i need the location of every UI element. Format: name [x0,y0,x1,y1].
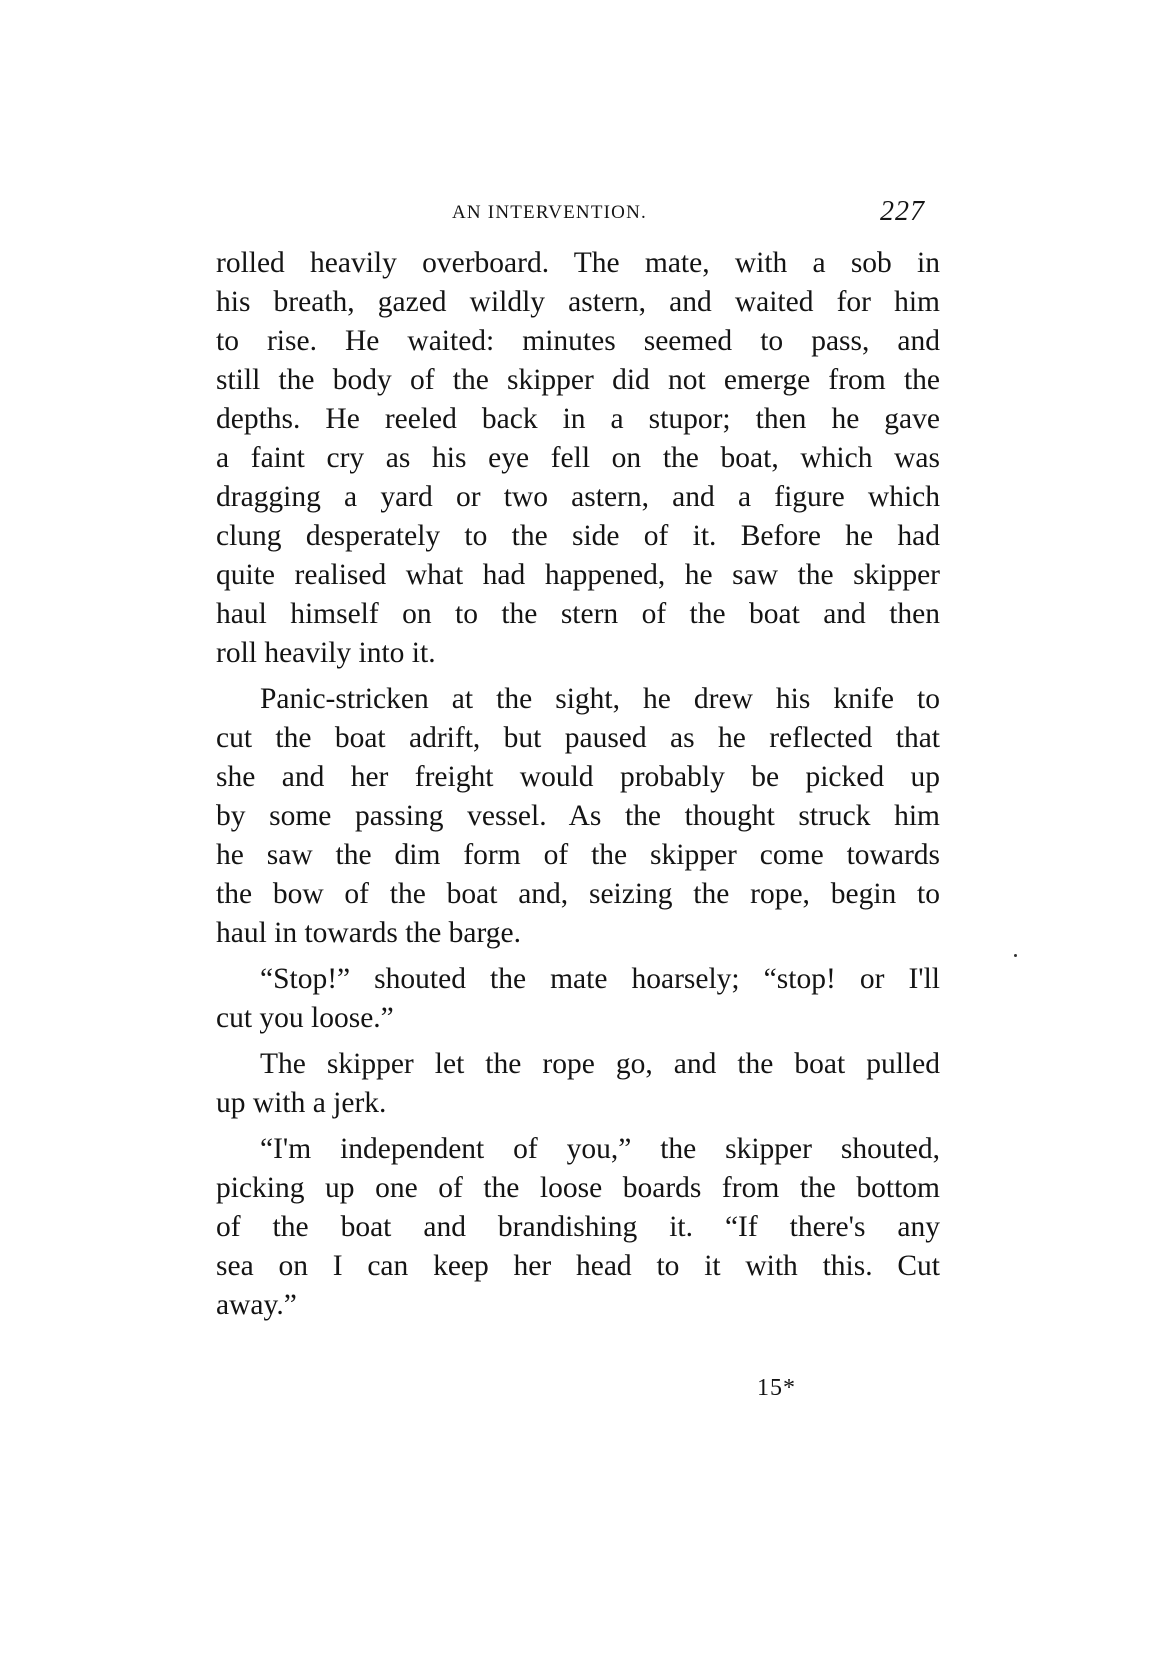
paragraph-gap [216,953,940,960]
text-line: depths. He reeled back in a stupor; then he gave [216,403,940,435]
text-line: the bow of the boat and, seizing the rope, begin to [216,878,940,910]
text-line: haul in towards the barge. [216,917,522,949]
text-line: sea on I can keep her head to it with this. Cut [216,1250,940,1282]
text-line: quite realised what had happened, he saw the skipper [216,559,940,591]
text-line: “Stop!” shouted the mate hoarsely; “stop! or I'll [260,963,940,995]
paragraph-gap [216,1038,940,1045]
text-line: by some passing vessel. As the thought struck him [216,800,940,832]
text-line: picking up one of the loose boards from the bottom [216,1172,940,1204]
text-line: to rise. He waited: minutes seemed to pass, and [216,325,940,357]
text-line: roll heavily into it. [216,637,436,669]
running-head: AN INTERVENTION. [452,202,647,223]
page-header [0,196,1153,236]
text-line: away.” [216,1289,297,1321]
text-line: cut you loose.” [216,1002,394,1034]
text-line: still the body of the skipper did not emerge from the [216,364,940,396]
text-line: haul himself on to the stern of the boat and then [216,598,940,630]
text-line: a faint cry as his eye fell on the boat, which was [216,442,940,474]
text-line: he saw the dim form of the skipper come towards [216,839,940,871]
paragraph [216,960,940,1038]
text-line: The skipper let the rope go, and the boat pulled [260,1048,940,1080]
text-line: “I'm independent of you,” the skipper shouted, [260,1133,940,1165]
paragraph [216,244,940,673]
text-line: cut the boat adrift, but paused as he reflected that [216,722,940,754]
text-line: clung desperately to the side of it. Before he had [216,520,940,552]
paragraph [216,1130,940,1325]
paragraph [216,1045,940,1123]
paragraph-gap [216,673,940,680]
print-speck [1014,954,1017,957]
paragraph [216,680,940,953]
text-line: up with a jerk. [216,1087,387,1119]
page-number: 227 [880,196,925,227]
text-line: rolled heavily overboard. The mate, with a sob in [216,247,940,279]
body-text [216,244,940,1325]
text-line: she and her freight would probably be picked up [216,761,940,793]
paragraph-gap [216,1123,940,1130]
signature-mark: 15* [757,1375,796,1401]
text-line: his breath, gazed wildly astern, and waited for him [216,286,940,318]
text-line: Panic-stricken at the sight, he drew his knife to [260,683,940,715]
text-line: of the boat and brandishing it. “If there's any [216,1211,940,1243]
text-line: dragging a yard or two astern, and a figure which [216,481,940,513]
